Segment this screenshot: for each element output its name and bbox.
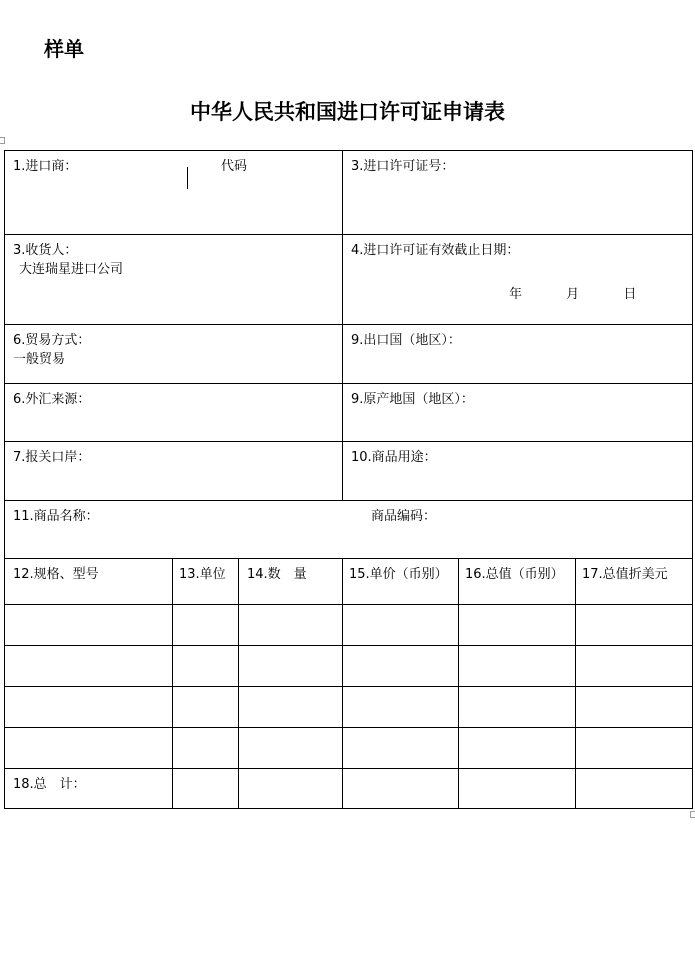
table-cell[interactable] [459,605,576,646]
expiry-cell[interactable] [343,235,693,325]
consignee-cell[interactable] [5,235,343,325]
form-row-importer [5,151,693,235]
trade-mode-cell[interactable] [5,325,343,384]
importer-cell[interactable] [5,151,343,235]
table-cell[interactable] [5,728,173,769]
table-cell[interactable] [173,605,239,646]
form-row-fx-source [5,384,693,442]
goods-name-cell[interactable] [5,501,693,559]
consignee-value: 大连瑞星进口公司 [19,262,124,277]
total-unit-cell[interactable] [173,769,239,809]
code-label: 代码 [221,159,248,174]
total-label: 18.总 计： [5,769,173,809]
export-country-label: 9.出口国（地区）： [351,333,461,348]
table-cell[interactable] [343,646,459,687]
expiry-date-parts [509,285,676,304]
goods-use-label: 10.商品用途： [351,450,437,465]
goods-table-header [5,559,693,605]
customs-port-cell[interactable] [5,442,343,501]
table-cell[interactable] [576,646,693,687]
goods-name-label: 11.商品名称： [13,509,99,524]
license-no-cell[interactable] [343,151,693,235]
origin-country-label: 9.原产地国（地区）： [351,392,474,407]
origin-country-cell[interactable] [343,384,693,442]
fx-source-label: 6.外汇来源： [13,392,91,407]
fx-source-cell[interactable] [5,384,343,442]
table-row [5,646,693,687]
customs-port-label: 7.报关口岸： [13,450,91,465]
consignee-label: 3.收货人： [13,243,78,258]
table-row [5,605,693,646]
table-cell[interactable] [239,728,343,769]
table-cell[interactable] [459,646,576,687]
text-cursor [187,167,188,189]
goods-use-cell[interactable] [343,442,693,501]
table-cell[interactable] [239,646,343,687]
table-cell[interactable] [459,687,576,728]
table-row [5,687,693,728]
export-country-cell[interactable] [343,325,693,384]
table-cell[interactable] [5,646,173,687]
total-quantity-cell[interactable] [239,769,343,809]
license-no-label: 3.进口许可证号： [351,159,455,174]
table-cell[interactable] [239,605,343,646]
table-cell[interactable] [173,646,239,687]
total-row [5,769,693,809]
total-value-cell[interactable] [459,769,576,809]
col-header-unit: 13.单位 [173,559,239,605]
table-cell[interactable] [343,687,459,728]
sample-label: 样单 [44,37,84,61]
form-row-customs-port [5,442,693,501]
corner-mark-top-left [0,137,5,144]
total-usd-cell[interactable] [576,769,693,809]
total-unit-price-cell[interactable] [343,769,459,809]
col-header-total-value: 16.总值（币别） [459,559,576,605]
table-cell[interactable] [576,728,693,769]
col-header-quantity: 14.数 量 [239,559,343,605]
day-label: 日 [623,287,637,302]
form-row-trade-mode [5,325,693,384]
table-cell[interactable] [173,687,239,728]
form-row-consignee [5,235,693,325]
trade-mode-value: 一般贸易 [13,352,66,367]
table-cell[interactable] [173,728,239,769]
col-header-usd-value: 17.总值折美元 [576,559,693,605]
table-cell[interactable] [343,728,459,769]
corner-mark-bottom-right [690,811,695,818]
trade-mode-label: 6.贸易方式： [13,333,91,348]
expiry-label: 4.进口许可证有效截止日期： [351,243,520,258]
month-label: 月 [566,287,580,302]
table-cell[interactable] [576,687,693,728]
table-cell[interactable] [343,605,459,646]
table-cell[interactable] [239,687,343,728]
form-row-goods-name [5,501,693,559]
form-title: 中华人民共和国进口许可证申请表 [190,99,505,124]
importer-label: 1.进口商： [13,159,78,174]
table-cell[interactable] [5,687,173,728]
table-row [5,728,693,769]
goods-code-label: 商品编码： [371,509,437,524]
application-form-table [4,150,693,809]
col-header-spec: 12.规格、型号 [5,559,173,605]
table-cell[interactable] [576,605,693,646]
table-cell[interactable] [459,728,576,769]
table-cell[interactable] [5,605,173,646]
col-header-unit-price: 15.单价（币别） [343,559,459,605]
year-label: 年 [509,287,523,302]
